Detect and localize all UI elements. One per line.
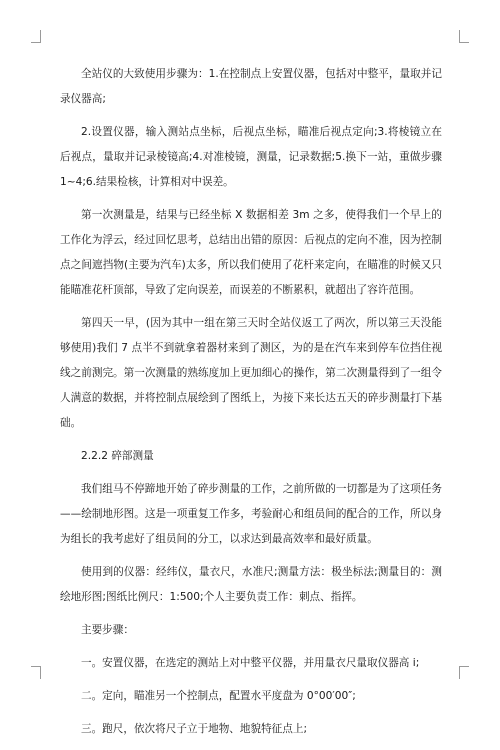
crop-mark-bottom-right	[459, 666, 469, 679]
crop-mark-top-left	[31, 30, 41, 43]
document-body	[60, 62, 442, 750]
paragraph-instruments: 使用到的仪器：经纬仪，量衣尺，水准尺;测量方法：极坐标法;测量目的：测绘地形图;图纸比例尺：1:500;个人主要负责工作：刺点、指挥。	[60, 566, 442, 603]
crop-mark-top-right	[459, 30, 469, 43]
paragraph-main-steps-label: 主要步骤：	[81, 624, 134, 636]
paragraph-detail-survey-intro: 我们组马不停蹄地开始了碎步测量的工作，之前所做的一切都是为了这项任务——绘制地形图。这是一项重复工作多，考验耐心和组员间的配合的工作，所以身为组长的我考虑好了组员间的分工，以求达到最高效率和最好质量。	[60, 483, 442, 545]
crop-mark-bottom-left	[31, 666, 41, 679]
paragraph-fourth-day: 第四天一早，(因为其中一组在第三天时全站仪返工了两次，所以第三天没能够使用)我们 7 点半不到就拿着器材来到了测区，为的是在汽车来到停车位挡住视线之前测完。第一次测量的熟练度加上更加细心的操作，第二次测量得到了一组令人满意的数据，并将控制点展绘到了图纸上，为接下来长达五天的碎步测量打下基础。	[60, 317, 442, 429]
paragraph-setup-steps: 2.设置仪器，输入测站点坐标，后视点坐标，瞄准后视点定向;3.将棱镜立在后视点，量取并记录棱镜高;4.对准棱镜，测量，记录数据;5.换下一站，重做步骤 1~4;6.结果检核，计算相对中误差。	[60, 126, 442, 188]
section-heading-detail-survey: 2.2.2 碎部测量	[81, 450, 154, 462]
paragraph-step-two: 二。定向，瞄准另一个控制点，配置水平度盘为 0°00′00″;	[81, 690, 356, 702]
paragraph-step-three: 三。跑尺，依次将尺子立于地物、地貌特征点上;	[81, 723, 308, 735]
paragraph-total-station-steps: 全站仪的大致使用步骤为：1.在控制点上安置仪器，包括对中整平，量取并记录仪器高;	[60, 68, 442, 105]
paragraph-step-one: 一。安置仪器，在选定的测站上对中整平仪器，并用量衣尺量取仪器高 i;	[81, 657, 420, 669]
paragraph-first-measurement: 第一次测量是，结果与已经坐标 X 数据相差 3m 之多，使得我们一个早上的工作化为浮云，经过回忆思考，总结出出错的原因：后视点的定向不准，因为控制点之间遮挡物(主要为汽车)太多，所以我们使用了花杆来定向，在瞄准的时候又只能瞄准花杆顶部，导致了定向误差，而误差的不断累积，就超出了容许范围。	[60, 209, 442, 296]
